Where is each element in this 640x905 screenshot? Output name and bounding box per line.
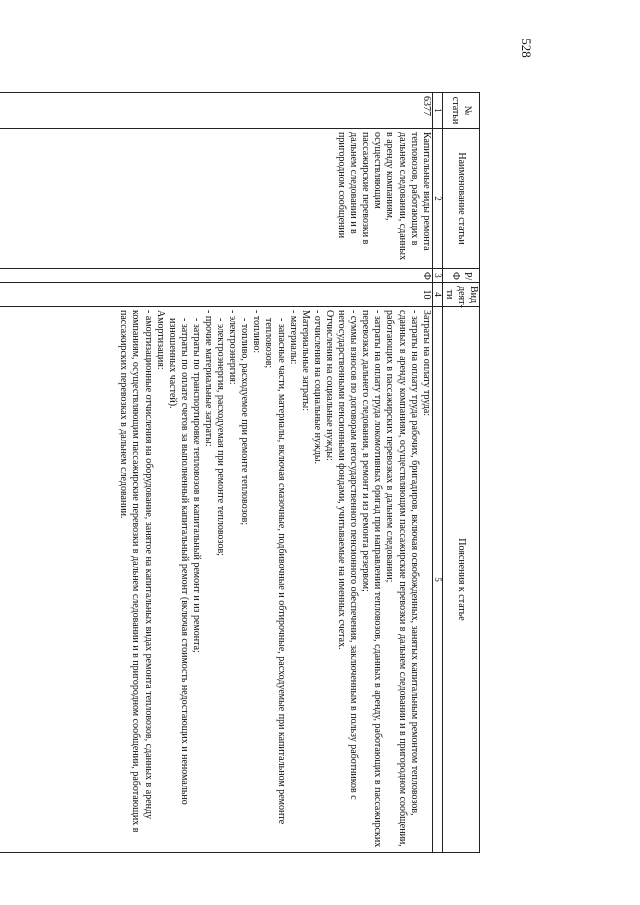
explanation-line: - электроэнергия: <box>227 310 239 385</box>
article-code: 6377 <box>0 93 432 129</box>
explanation-line: - прочие материальные затраты: <box>203 310 215 447</box>
explanation-line: - материалы: <box>287 310 299 365</box>
explanation-line: - затраты на оплату труда рабочих, бригадиров, включая освобожденных, занятых капитальным ремонтом тепловозов, сданных в аренду компаниям, осуществляющим пассажирские перевозки в дальнем следовании и в пригородном сообщении, работающих в пассажирских перевозках в дальнем следовании; <box>384 310 420 847</box>
explanation-line: - затраты на оплату труда локомотивных бригад при направлении тепловозов, сданных в аренду, работающих в пассажирских перевозках дальнего следования, в ремонт и из ремонта резервом; <box>360 310 384 848</box>
header-article-number: № статьи <box>442 93 479 129</box>
explanation-line: - амортизационные отчисления на оборудование, занятое на капитальных видах ремонта тепловозов, сданных в аренду компаниям, осуществляющим пассажирские перевозки в дальнем следовании и в пригородном сообщении, работающих в пассажирских перевозках в дальнем следовании. <box>118 310 154 833</box>
explanation-line: Амортизация: <box>154 310 166 370</box>
column-number: 4 <box>432 283 442 307</box>
explanation-line: - суммы взносов по договорам негосударственного пенсионного обеспечения, заключенным в пользу работников с негосударственными пенсионными фондами, учитываемые на именных счетах. <box>336 310 360 800</box>
explanation-line: Материальные затраты: <box>299 310 311 411</box>
explanation-line: - затраты по оплате счетов за выполненный капитальный ремонт (включая стоимость недостающих и неномально изношенных частей). <box>166 318 190 805</box>
article-name: Капитальные виды ремонта тепловозов, работающих в дальнем следовании, сданных в аренду компаниям, осуществляющим пассажирские перевозки в дальнем следовании и в пригородном сообщении <box>0 129 432 269</box>
table-row <box>0 93 432 853</box>
explanation-line: - затраты по транспортировке тепловозов в капитальный ремонт и из ремонта; <box>190 318 202 653</box>
explanation-line: - отчисления на социальные нужды. <box>311 310 323 465</box>
article-activity-kind: 10 <box>0 283 432 307</box>
explanation-line: - электроэнергия, расходуемая при ремонте тепловозов; <box>215 318 227 556</box>
rotated-table-wrapper <box>0 92 480 852</box>
explanation-line: - запасные части, материалы, включая смазочные, подбивочные и обтирочные, расходуемые при капитальном ремонте тепловозов; <box>263 318 287 825</box>
header-article-name: Наименование статьи <box>442 129 479 269</box>
explanation-line: - топливо, расходуемое при ремонте тепловозов; <box>239 318 251 526</box>
header-row <box>442 93 479 853</box>
header-rf: Р/ Ф <box>442 269 479 283</box>
column-number-row <box>432 93 442 853</box>
column-number: 5 <box>432 307 442 853</box>
column-number: 3 <box>432 269 442 283</box>
column-number: 2 <box>432 129 442 269</box>
explanation-line: Отчисления на социальные нужды: <box>323 310 335 461</box>
article-rf: Ф <box>0 269 432 283</box>
page-number: 528 <box>519 38 534 58</box>
header-explanation: Пояснения к статье <box>442 307 479 853</box>
explanation-line: - топливо: <box>251 310 263 354</box>
explanation-line: Затраты на оплату труда: <box>420 310 432 417</box>
articles-table <box>0 92 480 853</box>
article-explanation <box>0 307 432 853</box>
column-number: 1 <box>432 93 442 129</box>
header-activity-kind: Вид деят-ти <box>442 283 479 307</box>
